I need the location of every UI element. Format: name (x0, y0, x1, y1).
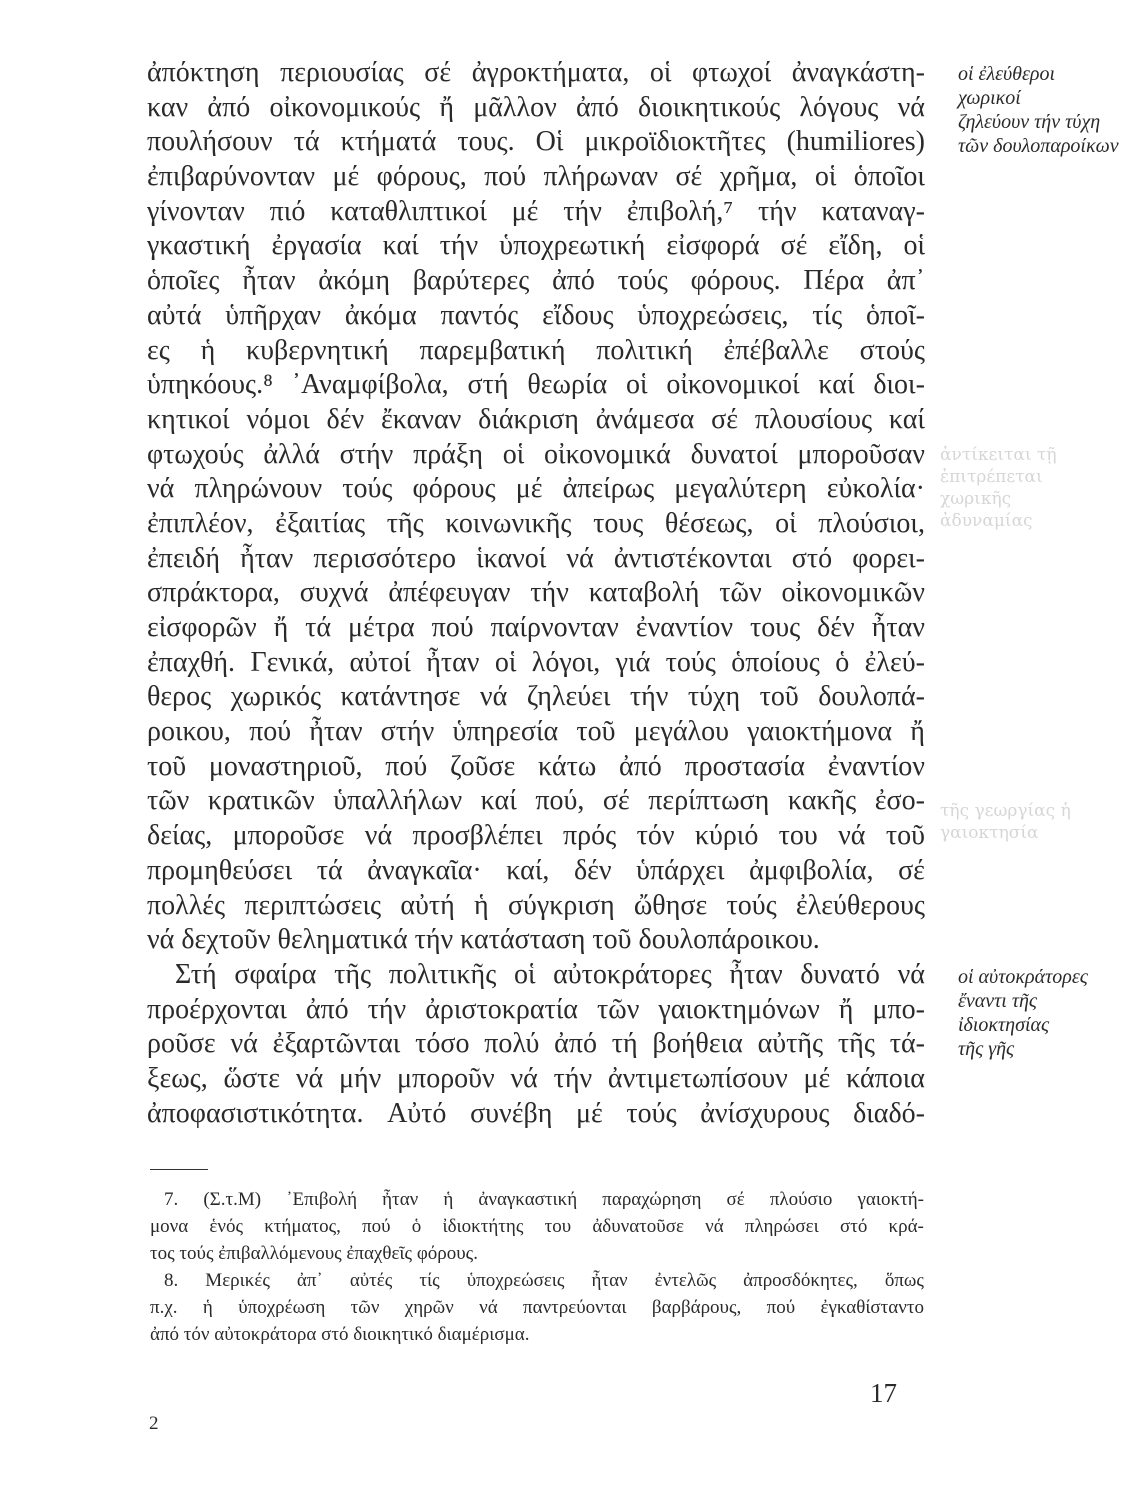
text-line: ἐπειδή ἦταν περισσότερο ἱκανοί νά ἀντιστέκονται στό φορει- (147, 542, 925, 574)
footnote-separator (150, 1169, 208, 1170)
text-line: Στή σφαίρα τῆς πολιτικῆς οἱ αὐτοκράτορες ἦταν δυνατό νά (175, 958, 925, 990)
margin-note-line: οἱ αὐτοκράτορες (958, 966, 1088, 988)
text-line: νά πληρώνουν τούς φόρους μέ ἀπείρως μεγαλύτερη εὐκολία· (147, 473, 925, 505)
paragraph-1 (147, 56, 925, 958)
margin-note-line: ἰδιοκτησίας (958, 1014, 1050, 1036)
text-line: δείας, μποροῦσε νά προσβλέπει πρός τόν κύριό του νά τοῦ (147, 820, 925, 852)
text-line: σπράκτορα, συχνά ἀπέφευγαν τήν καταβολή τῶν οἰκονομικῶν (147, 577, 925, 609)
text-line: κητικοί νόμοι δέν ἔκαναν διάκριση ἀνάμεσα σέ πλουσίους καί (147, 403, 925, 435)
margin-note-line: τῆς γῆς (958, 1038, 1015, 1060)
bleed-through-text: ἀντίκειται τῇ ἐπιτρέπεται χωρικῆς ἀδυναμίας (940, 445, 1057, 531)
text-line: ἐπαχθή. Γενικά, αὐτοί ἦταν οἱ λόγοι, γιά τούς ὁποίους ὁ ἐλεύ- (147, 646, 925, 678)
main-text-column (147, 56, 925, 1131)
text-line: τῶν κρατικῶν ὑπαλλήλων καί πού, σέ περίπτωση κακῆς ἐσο- (147, 785, 925, 817)
text-line: ὑπηκόους.⁸ ᾿Αναμφίβολα, στή θεωρία οἱ οἰκονομικοί καί διοι- (147, 369, 925, 401)
text-line: ροικου, πού ἦταν στήν ὑπηρεσία τοῦ μεγάλου γαιοκτήμονα ἤ (147, 716, 925, 748)
text-line: πολλές περιπτώσεις αὐτή ἡ σύγκριση ὤθησε τούς ἐλεύθερους (147, 889, 925, 921)
text-line: ροῦσε νά ἐξαρτῶνται τόσο πολύ ἀπό τή βοήθεια αὐτῆς τῆς τά- (147, 1028, 925, 1060)
margin-note-emperors (958, 965, 1088, 1061)
text-line: γίνονταν πιό καταθλιπτικοί μέ τήν ἐπιβολή,⁷ τήν καταναγ- (147, 195, 925, 227)
footnote-line: π.χ. ἡ ὑποχρέωση τῶν χηρῶν νά παντρεύονται βαρβάρους, πού ἐγκαθίσταντο (150, 1297, 924, 1318)
text-line: καν ἀπό οἰκονομικούς ἤ μᾶλλον ἀπό διοικητικούς λόγους νά (147, 91, 925, 123)
page-number: 17 (870, 1378, 897, 1408)
footnote-line: 8. Μερικές ἀπ᾽ αὐτές τίς ὑποχρεώσεις ἦταν ἐντελῶς ἀπροσδόκητες, ὅπως (164, 1270, 924, 1291)
text-line: ἐπιπλέον, ἐξαιτίας τῆς κοινωνικῆς τους θέσεως, οἱ πλούσιοι, (147, 507, 925, 539)
text-line: γκαστική ἐργασία καί τήν ὑποχρεωτική εἰσφορά σέ εἴδη, οἱ (147, 230, 925, 262)
margin-note-line: ἔναντι τῆς (958, 990, 1038, 1012)
text-line: τοῦ μοναστηριοῦ, πού ζοῦσε κάτω ἀπό προστασία ἐναντίον (147, 750, 925, 782)
margin-note-line: τῶν δουλοπαροίκων (958, 135, 1119, 157)
footnote-line: μονα ἑνός κτήματος, πού ὁ ἰδιοκτήτης του ἀδυνατοῦσε νά πληρώσει στό κρά- (150, 1216, 924, 1237)
text-line: πουλήσουν τά κτήματά τους. Οἱ μικροϊδιοκτῆτες (humiliores) (147, 126, 925, 158)
text-line: ξεως, ὥστε νά μήν μποροῦν νά τήν ἀντιμετωπίσουν μέ κάποια (147, 1062, 925, 1094)
text-line: ὁποῖες ἦταν ἀκόμη βαρύτερες ἀπό τούς φόρους. Πέρα ἀπ᾽ (147, 265, 925, 297)
margin-note-line: ζηλεύουν τήν τύχη (958, 111, 1101, 133)
footnotes (150, 1186, 924, 1348)
text-line: θερος χωρικός κατάντησε νά ζηλεύει τήν τύχη τοῦ δουλοπά- (147, 681, 925, 713)
signature-mark: 2 (149, 1413, 159, 1434)
text-line: προέρχονται ἀπό τήν ἀριστοκρατία τῶν γαιοκτημόνων ἤ μπο- (147, 993, 925, 1025)
footnote-7 (150, 1186, 924, 1267)
margin-note-line: χωρικοί (958, 87, 1021, 109)
text-line: εἰσφορῶν ἤ τά μέτρα πού παίρνονταν ἐναντίον τους δέν ἦταν (147, 612, 925, 643)
paragraph-2 (147, 958, 925, 1131)
footnote-line: 7. (Σ.τ.Μ) ᾿Επιβολή ἦταν ἡ ἀναγκαστική παραχώρηση σέ πλούσιο γαιοκτή- (164, 1189, 924, 1210)
text-line: προμηθεύσει τά ἀναγκαῖα· καί, δέν ὑπάρχει ἀμφιβολία, σέ (147, 854, 925, 886)
footnote-8 (150, 1267, 924, 1348)
margin-note-free-peasants (958, 62, 1119, 158)
text-line: ες ἡ κυβερνητική παρεμβατική πολιτική ἐπέβαλλε στούς (147, 334, 925, 366)
bleed-through-text: τῆς γεωργίας ἡ γαιοκτησία (940, 801, 1071, 843)
text-line: νά δεχτοῦν θεληματικά τήν κατάσταση τοῦ δουλοπάροικου. (147, 924, 820, 956)
footnote-line: ἀπό τόν αὐτοκράτορα στό διοικητικό διαμέρισμα. (150, 1324, 530, 1345)
text-line: ἀποφασιστικότητα. Αὐτό συνέβη μέ τούς ἀνίσχυρους διαδό- (147, 1097, 925, 1129)
text-line: φτωχούς ἀλλά στήν πράξη οἱ οἰκονομικά δυνατοί μποροῦσαν (147, 438, 925, 470)
text-line: αὐτά ὑπῆρχαν ἀκόμα παντός εἴδους ὑποχρεώσεις, τίς ὁποῖ- (147, 299, 925, 331)
text-line: ἐπιβαρύνονταν μέ φόρους, πού πλήρωναν σέ χρῆμα, οἱ ὁποῖοι (147, 161, 925, 193)
margin-note-line: οἱ ἐλεύθεροι (958, 63, 1056, 85)
footnote-line: τος τούς ἐπιβαλλόμενους ἐπαχθεῖς φόρους. (150, 1243, 478, 1264)
text-line: ἀπόκτηση περιουσίας σέ ἀγροκτήματα, οἱ φτωχοί ἀναγκάστη- (147, 57, 925, 88)
